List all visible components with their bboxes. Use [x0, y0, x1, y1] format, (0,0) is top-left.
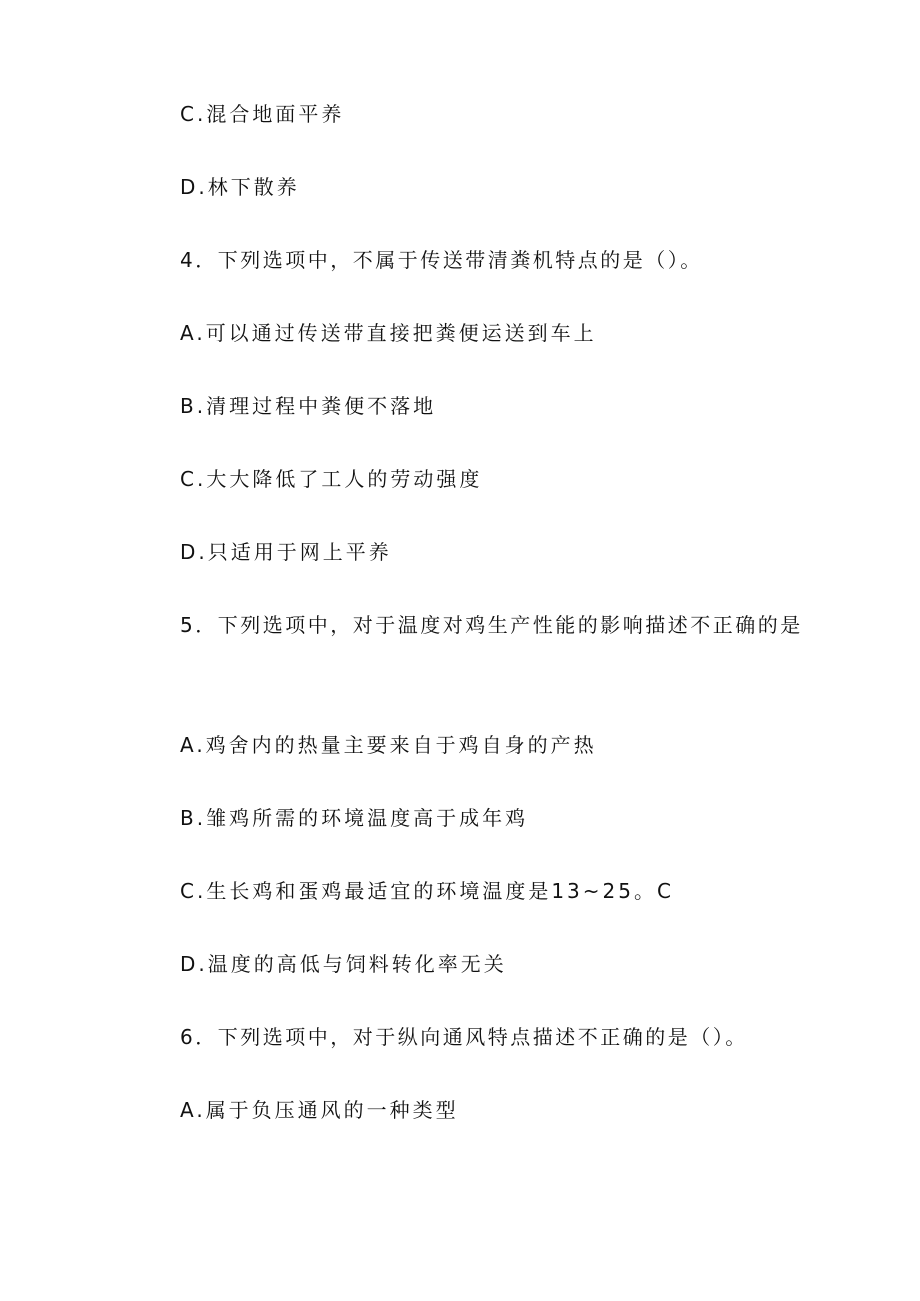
question-4: 4．下列选项中，不属于传送带清粪机特点的是（）。: [180, 248, 703, 272]
option-d-q5: D.温度的高低与饲料转化率无关: [180, 952, 507, 976]
option-d-q3: D.林下散养: [180, 175, 300, 199]
option-c-q3: C.混合地面平养: [180, 102, 345, 126]
option-b-q4: B.清理过程中粪便不落地: [180, 394, 437, 418]
option-b-q5: B.雏鸡所需的环境温度高于成年鸡: [180, 806, 529, 830]
option-c-q5: C.生长鸡和蛋鸡最适宜的环境温度是13~25。C: [180, 879, 674, 903]
option-a-q5: A.鸡舍内的热量主要来自于鸡自身的产热: [180, 733, 597, 757]
question-5: 5．下列选项中，对于温度对鸡生产性能的影响描述不正确的是: [180, 613, 803, 637]
question-6: 6．下列选项中，对于纵向通风特点描述不正确的是（）。: [180, 1025, 748, 1049]
option-c-q4: C.大大降低了工人的劳动强度: [180, 467, 483, 491]
option-d-q4: D.只适用于网上平养: [180, 540, 392, 564]
option-a-q4: A.可以通过传送带直接把粪便运送到车上: [180, 321, 597, 345]
option-a-q6: A.属于负压通风的一种类型: [180, 1098, 459, 1122]
